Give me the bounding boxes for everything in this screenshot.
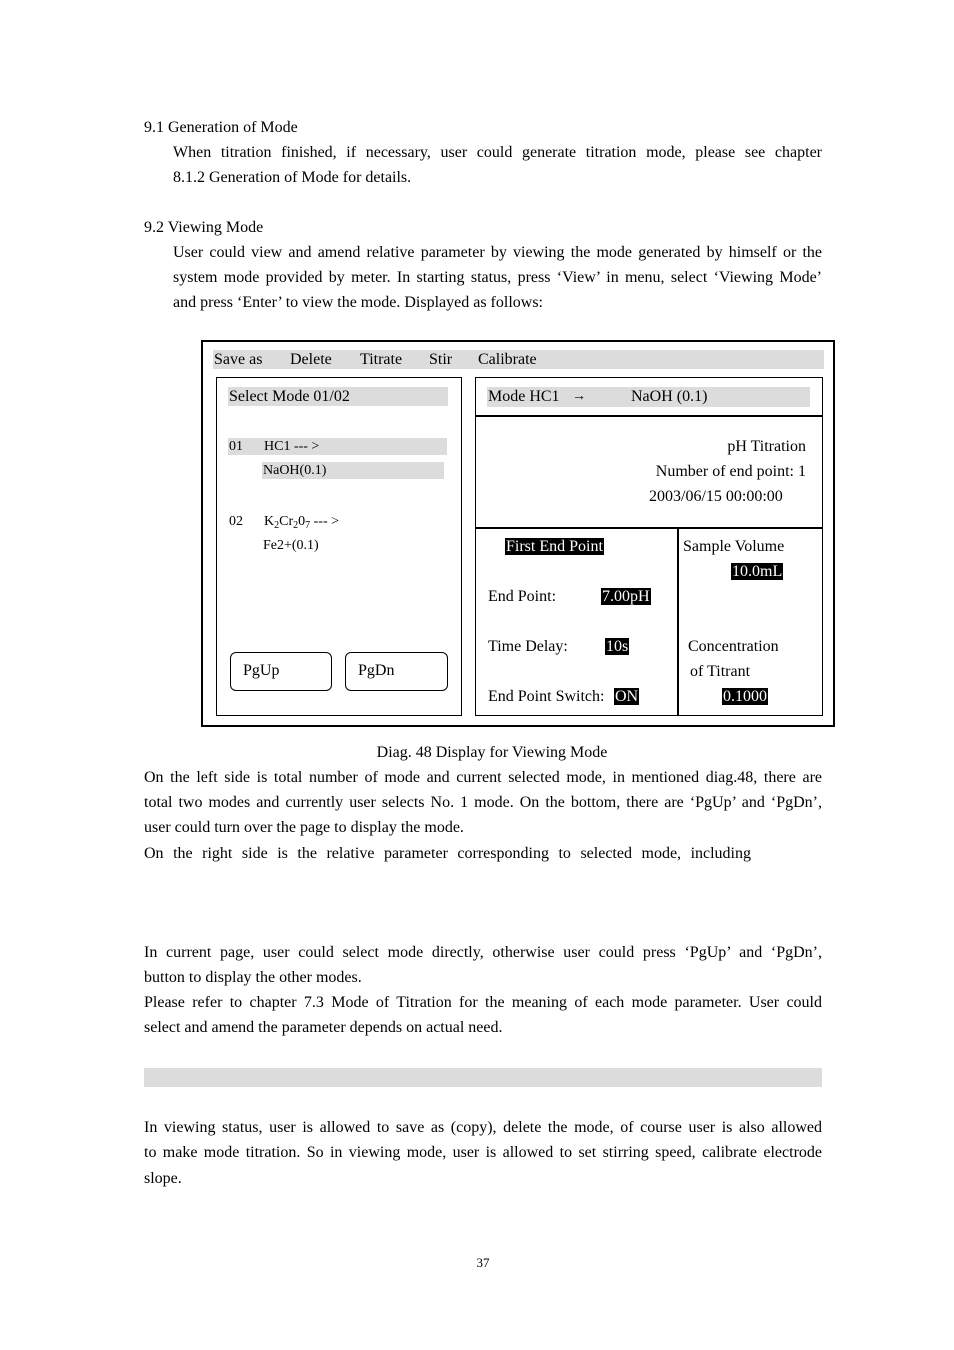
mode-item-number[interactable]: 02 [229,514,243,529]
first-end-point-tab[interactable]: First End Point [506,538,603,555]
divider [475,415,823,417]
end-point-switch-value[interactable]: ON [615,688,639,705]
paragraph [144,940,822,990]
sample-volume-label: Sample Volume [683,538,785,555]
text-line: 8.1.2 Generation of Mode for details. [173,169,412,186]
menu-delete[interactable]: Delete [290,351,332,368]
mode-item-sample[interactable]: $K_2Cr_20_7$ --- > [264,514,340,531]
text-line: and press ‘Enter’ to view the mode. Displayed as follows: [173,294,543,311]
mode-detail-titrant: NaOH (0.1) [631,388,708,405]
arrow-right-icon: → [572,389,586,404]
mode-item-highlight [228,438,447,455]
text-line: user could turn over the page to display the mode. [144,819,464,836]
text-line: Please refer to chapter 7.3 Mode of Titration for the meaning of each mode parameter. User could [144,994,822,1011]
mode-list-title: Select Mode 01/02 [229,388,350,405]
concentration-value[interactable]: 0.1000 [723,688,767,705]
page-number: 37 [476,1255,490,1270]
end-point-value[interactable]: 7.00pH [602,588,650,605]
text-line: slope. [144,1170,182,1187]
gray-bar [144,1068,822,1087]
divider [677,527,679,716]
mode-datetime: 2003/06/15 00:00:00 [649,488,783,505]
text-line: In viewing status, user is allowed to save as (copy), delete the mode, of course user is also allowed [144,1119,822,1136]
text-line: system mode provided by meter. In starting status, press ‘View’ in menu, select ‘Viewing Mode’ [173,269,822,286]
mode-item-sample[interactable]: HC1 --- > [264,439,320,454]
time-delay-value[interactable]: 10s [606,638,629,655]
paragraph [144,765,822,840]
divider [475,527,823,529]
sample-volume-value[interactable]: 10.0mL [732,563,783,580]
paragraph [144,1115,822,1191]
end-point-switch-label: End Point Switch: [488,688,605,705]
mode-detail-name: Mode HC1 [488,388,560,405]
text-line: select and amend the parameter depends on actual need. [144,1019,503,1036]
pgdn-button[interactable]: PgDn [345,652,448,691]
menu-stir[interactable]: Stir [429,351,453,368]
paragraph [144,841,751,866]
mode-item-titrant[interactable]: Fe2+(0.1) [263,538,319,553]
mode-item-titrant[interactable]: NaOH(0.1) [263,463,327,478]
concentration-label-2: of Titrant [690,663,751,680]
end-point-label: End Point: [488,588,557,605]
text-line: When titration finished, if necessary, user could generate titration mode, please see chapter [173,144,822,161]
section-9-2-body [173,240,822,315]
text-line: In current page, user could select mode directly, otherwise user could press ‘PgUp’ and ‘PgDn’, [144,944,822,961]
section-9-1-body [173,140,822,190]
menu-save-as[interactable]: Save as [214,351,263,368]
titration-type: pH Titration [727,438,806,455]
section-9-2-heading: 9.2 Viewing Mode [144,219,264,236]
figure-caption: Diag. 48 Display for Viewing Mode [376,744,608,761]
menu-calibrate[interactable]: Calibrate [478,351,537,368]
text-line: total two modes and currently user selects No. 1 mode. On the bottom, there are ‘PgUp’ and ‘PgDn’, [144,794,822,811]
section-9-1-heading: 9.1 Generation of Mode [144,119,298,136]
text-line: On the right side is the relative parameter corresponding to selected mode, including [144,845,751,862]
text-line: User could view and amend relative parameter by viewing the mode generated by himself or the [173,244,822,261]
end-point-count: Number of end point: 1 [655,463,806,480]
text-line: On the left side is total number of mode and current selected mode, in mentioned diag.48, there are [144,769,822,786]
text-line: button to display the other modes. [144,969,362,986]
pgup-button[interactable]: PgUp [230,652,332,691]
menu-titrate[interactable]: Titrate [360,351,403,368]
paragraph [144,990,822,1040]
time-delay-label: Time Delay: [488,638,568,655]
mode-item-number[interactable]: 01 [229,439,243,454]
concentration-label: Concentration [688,638,779,655]
text-line: to make mode titration. So in viewing mode, user is allowed to set stirring speed, calibrate electrode [144,1144,822,1161]
